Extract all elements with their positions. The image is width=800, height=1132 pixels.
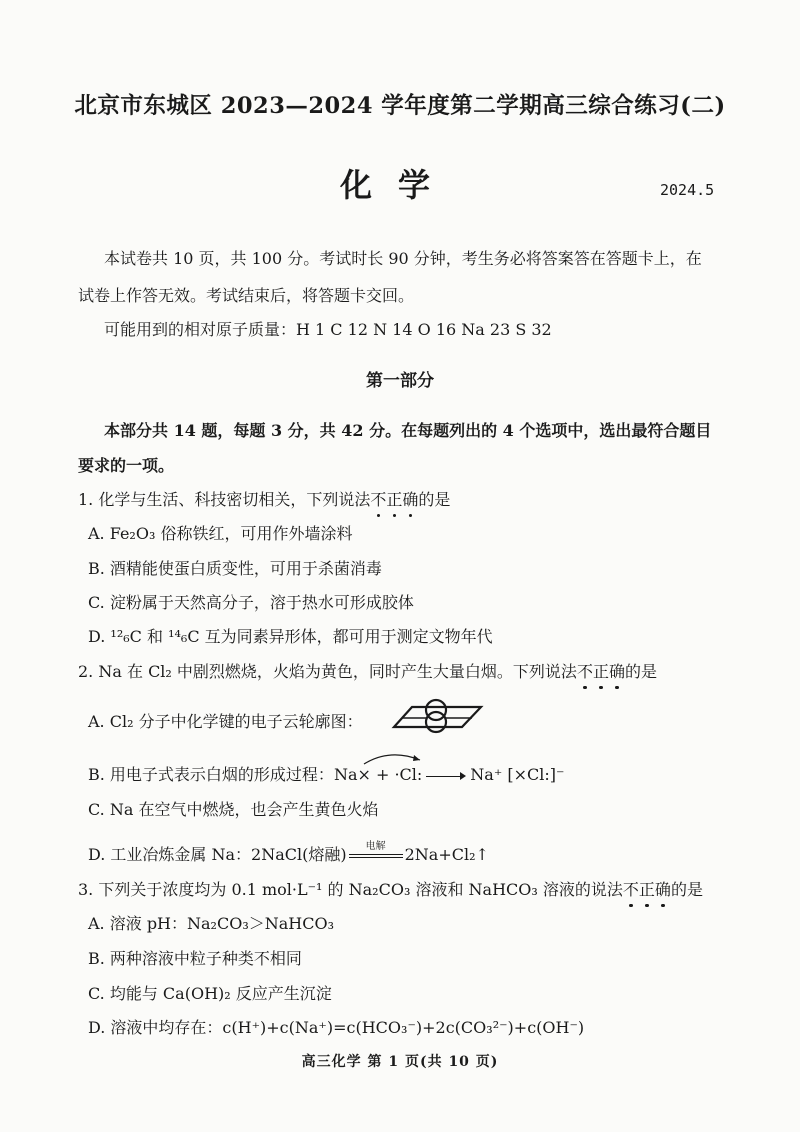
emphasis-char: 确: [609, 659, 625, 682]
question-1-stem-text: 1. 化学与生活、科技密切相关，下列说法: [78, 490, 371, 509]
question-2-option-d-products: 2Na+Cl₂↑: [404, 845, 489, 864]
question-3-option-b: B. 两种溶液中粒子种类不相同: [88, 949, 302, 968]
emphasis-char: 不: [577, 659, 593, 682]
emphasis-char: 正: [639, 877, 655, 900]
question-3-stem-text: 3. 下列关于浓度均为 0.1 mol·L⁻¹ 的 Na₂CO₃ 溶液和 NaHCO₃ 溶液的说法: [78, 880, 623, 899]
emphasis-char: 确: [402, 487, 418, 510]
condition-label: 电解: [365, 841, 386, 852]
question-2-option-a-text: A. Cl₂ 分子中化学键的电子云轮廓图：: [88, 712, 363, 731]
question-3-stem: [78, 877, 703, 900]
emphasis-char: 确: [655, 877, 671, 900]
question-1-option-b: B. 酒精能使蛋白质变性，可用于杀菌消毒: [88, 559, 382, 578]
question-2-stem-end: 的是: [624, 662, 657, 681]
exam-date: 2024.5: [660, 181, 715, 199]
question-2-option-d-text: D. 工业冶炼金属 Na：2NaCl(熔融): [88, 845, 347, 864]
question-2-stem-text: 2. Na 在 Cl₂ 中剧烈燃烧，火焰为黄色，同时产生大量白烟。下列说法: [78, 662, 577, 681]
atomic-masses: 可能用到的相对原子质量：H 1 C 12 N 14 O 16 Na 23 S 32: [104, 320, 552, 339]
electrolysis-condition: [349, 843, 403, 865]
emphasis-char: 正: [386, 487, 402, 510]
question-1-stem: [78, 487, 450, 510]
exam-title: 北京市东城区 2023—2024 学年度第二学期高三综合练习(二): [74, 93, 726, 119]
part-title: 第一部分: [366, 371, 434, 391]
reaction-arrow: [426, 769, 466, 783]
electron-formula-reactants: Na× + ·Cl:: [333, 765, 423, 784]
question-2-option-a: [88, 709, 363, 732]
question-3-stem-end: 的是: [670, 880, 703, 899]
electron-formula-product: Na⁺ [×Cl:]⁻: [470, 765, 565, 784]
question-2-option-b-text: B. 用电子式表示白烟的形成过程：: [88, 765, 334, 784]
page-footer: 高三化学 第 1 页(共 10 页): [301, 1054, 499, 1070]
question-1-option-a: A. Fe₂O₃ 俗称铁红，可用作外墙涂料: [88, 524, 353, 543]
question-1-option-d: D. ¹²₆C 和 ¹⁴₆C 互为同素异形体，都可用于测定文物年代: [88, 627, 493, 646]
question-2-option-b: [88, 762, 564, 785]
part-description-1: 本部分共 14 题，每题 3 分，共 42 分。在每题列出的 4 个选项中，选出最符合题目: [104, 421, 712, 440]
emphasis-char: 不: [623, 877, 639, 900]
subject-title: 化学: [340, 166, 457, 204]
part-description-2: 要求的一项。: [78, 456, 175, 475]
electron-cloud-diagram: [382, 696, 486, 734]
electron-transfer-arrow: [360, 750, 430, 766]
emphasis-char: 正: [593, 659, 609, 682]
question-2-stem: [78, 659, 657, 682]
question-2-option-c: C. Na 在空气中燃烧，也会产生黄色火焰: [88, 800, 379, 819]
instructions-line-1: 本试卷共 10 页，共 100 分。考试时长 90 分钟，考生务必将答案答在答题卡上，在: [104, 249, 702, 268]
question-1-stem-end: 的是: [418, 490, 451, 509]
question-3-option-a: A. 溶液 pH：Na₂CO₃＞NaHCO₃: [88, 914, 335, 933]
question-1-option-c: C. 淀粉属于天然高分子，溶于热水可形成胶体: [88, 593, 414, 612]
emphasis-char: 不: [370, 487, 386, 510]
question-3-option-d: D. 溶液中均存在：c(H⁺)+c(Na⁺)=c(HCO₃⁻)+2c(CO₃²⁻)+c(OH⁻): [88, 1018, 585, 1037]
question-3-option-c: C. 均能与 Ca(OH)₂ 反应产生沉淀: [88, 984, 332, 1003]
instructions-line-2: 试卷上作答无效。考试结束后，将答题卡交回。: [78, 286, 415, 305]
question-2-option-d: [88, 842, 489, 865]
